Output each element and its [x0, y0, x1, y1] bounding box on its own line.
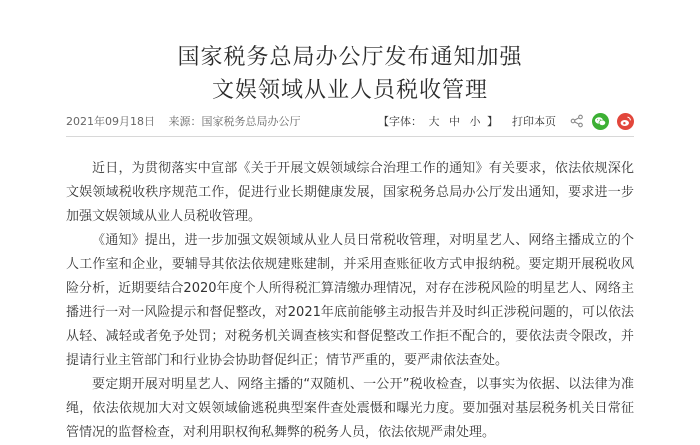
font-size-label: 【字体： — [378, 115, 422, 128]
publish-date: 2021年09月18日 — [66, 115, 155, 128]
weibo-icon[interactable] — [617, 113, 634, 130]
article-meta-info — [66, 113, 311, 129]
article-paragraph: 要定期开展对明星艺人、网络主播的“双随机、一公开”税收检查，以事实为依据、以法律为准绳，依法依规加大对文娱领域偷逃税典型案件查处震慑和曝光力度。要加强对基层税务机关日常征管情况的监督检查，对利用职权徇私舞弊的税务人员，依法依规严肃处理。 — [66, 377, 634, 440]
article-body — [66, 157, 634, 445]
article-title-line1: 国家税务总局办公厅发布通知加强 — [177, 45, 523, 70]
wechat-icon[interactable] — [592, 113, 609, 130]
article-paragraph: 近日，为贯彻落实中宣部《关于开展文娱领域综合治理工作的通知》有关要求，依法依规深化文娱领域税收秩序规范工作，促进行业长期健康发展，国家税务总局办公厅发出通知，要求进一步加强文娱领域从业人员税收管理。 — [66, 161, 634, 224]
font-size-bracket: 】 — [487, 115, 498, 128]
font-size-control — [378, 113, 498, 129]
font-size-medium-button[interactable]: 中 — [449, 115, 460, 128]
article-toolbar — [378, 110, 634, 132]
print-page-link[interactable]: 打印本页 — [512, 115, 556, 128]
article-meta-bar — [66, 110, 634, 136]
article-title-line2: 文娱领域从业人员税收管理 — [211, 78, 488, 103]
share-icon[interactable] — [570, 114, 584, 128]
font-size-large-button[interactable]: 大 — [428, 115, 440, 128]
article-source: 来源：国家税务总局办公厅 — [168, 115, 301, 128]
header-divider — [66, 136, 634, 137]
font-size-small-button[interactable]: 小 — [469, 115, 481, 128]
article-paragraph: 《通知》提出，进一步加强文娱领域从业人员日常税收管理，对明星艺人、网络主播成立的个人工作室和企业，要辅导其依法依规建账建制，并采用查账征收方式申报纳税。要定期开展税收风险分析，近期要结合2020年度个人所得税汇算清缴办理情况，对存在涉税风险的明星艺人、网络主播进行一对一风险提示和督促整改，对2021年底前能够主动报告并及时纠正涉税问题的，可以依法从轻、减轻或者免予处罚；对税务机关调查核实和督促整改工作拒不配合的，要依法责令限改，并提请行业主管部门和行业协会协助督促纠正；情节严重的，要严肃依法查处。 — [66, 233, 634, 368]
